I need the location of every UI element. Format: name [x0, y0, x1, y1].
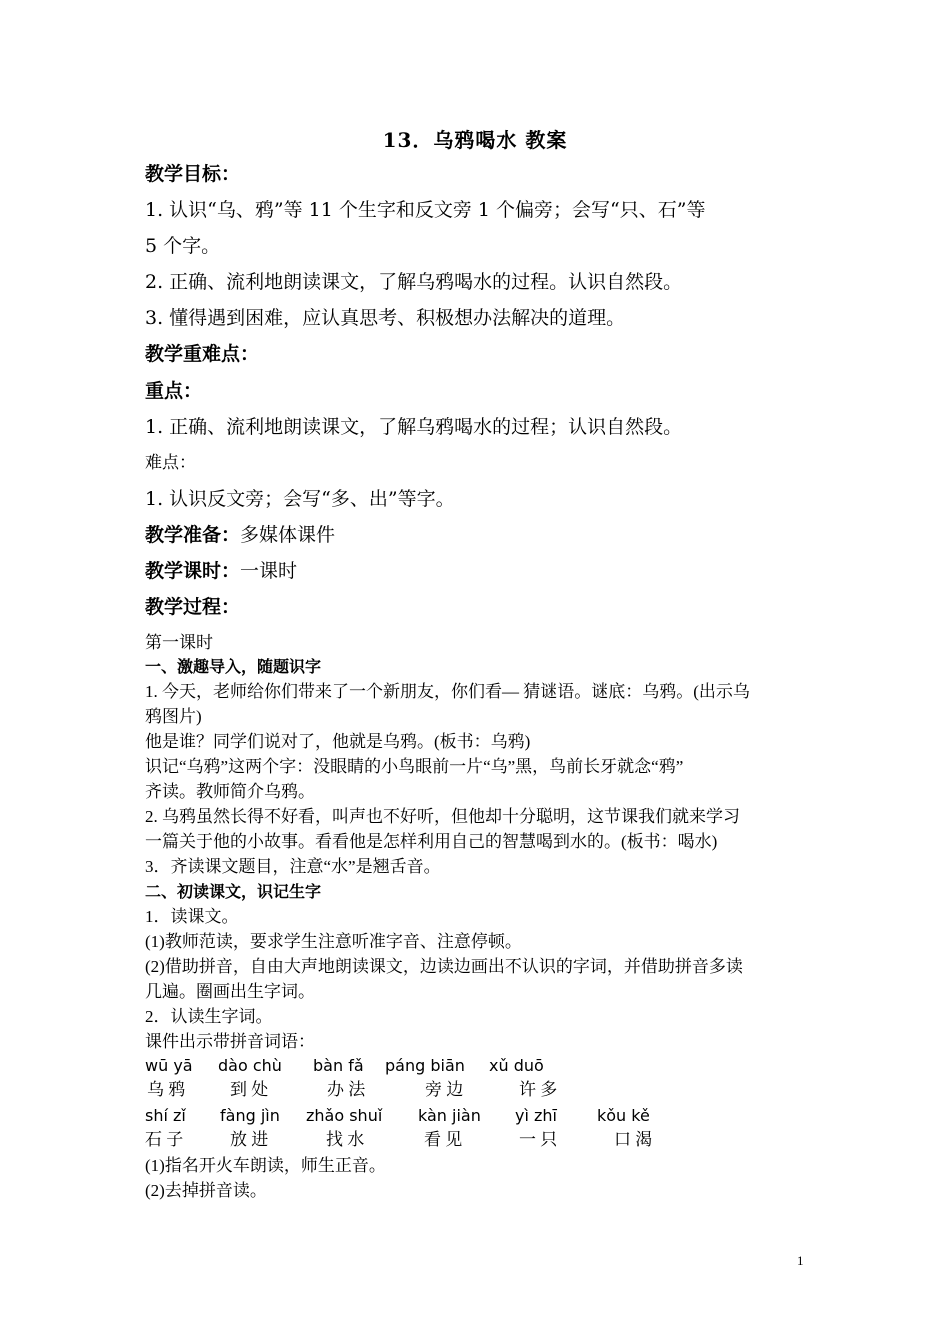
hours-line [145, 559, 297, 583]
word-xuduo: 许 多 [519, 1080, 558, 1099]
section-1-line-4: 识记“乌鸦”这两个字：没眼睛的小鸟眼前一片“乌”黑，鸟前长牙就念“鸦” [145, 757, 684, 776]
section-1-line-3: 他是谁？同学们说对了，他就是乌鸦。(板书：乌鸦) [145, 732, 531, 751]
pinyin-banfa: bàn fǎ [313, 1056, 364, 1075]
pinyin-yizhi: yì zhī [515, 1106, 557, 1125]
pinyin-kanjian: kàn jiàn [418, 1106, 481, 1125]
word-zhaoshui: 找 水 [326, 1130, 365, 1149]
section-2-line-6: 课件出示带拼音词语： [145, 1032, 315, 1051]
section-2-heading: 二、初读课文，识记生字 [145, 882, 322, 901]
pinyin-xuduo: xǔ duō [489, 1056, 544, 1075]
objective-item-3: 3. 懂得遇到困难，应认真思考、积极想办法解决的道理。 [145, 307, 626, 329]
preparation-line [145, 523, 335, 547]
pinyin-shizi: shí zǐ [145, 1106, 186, 1125]
section-1-line-6: 2. 乌鸦虽然长得不好看，叫声也不好听，但他却十分聪明，这节课我们就来学习 [145, 807, 740, 826]
pinyin-pangbian: páng biān [385, 1056, 465, 1075]
section-2-line-3: (2)借助拼音，自由大声地朗读课文，边读边画出不认识的字词，并借助拼音多读 [145, 957, 743, 976]
objectives-heading: 教学目标： [145, 163, 241, 185]
word-wuya: 乌 鸦 [147, 1080, 186, 1099]
key-point-item: 1. 正确、流利地朗读课文，了解乌鸦喝水的过程；认识自然段。 [145, 416, 683, 438]
section-1-line-1: 1. 今天，老师给你们带来了一个新朋友，你们看— 猜谜语。谜底：乌鸦。(出示乌 [145, 682, 750, 701]
section-2-line-2: (1)教师范读，要求学生注意听准字音、注意停顿。 [145, 932, 522, 951]
section-2-after-1: (1)指名开火车朗读，师生正音。 [145, 1156, 386, 1175]
word-banfa: 办 法 [327, 1080, 366, 1099]
word-kouke: 口 渴 [614, 1130, 653, 1149]
objective-item-2: 2. 正确、流利地朗读课文，了解乌鸦喝水的过程。认识自然段。 [145, 271, 683, 293]
section-2-line-5: 2．认读生字词。 [145, 1007, 273, 1026]
word-pangbian: 旁 边 [425, 1080, 464, 1099]
section-1-line-5: 齐读。教师简介乌鸦。 [145, 782, 315, 801]
section-1-line-8: 3．齐读课文题目，注意“水”是翘舌音。 [145, 857, 441, 876]
preparation-value: 多媒体课件 [240, 524, 336, 546]
process-heading: 教学过程： [145, 596, 241, 618]
section-1-heading: 一、激趣导入，随题识字 [145, 657, 322, 676]
section-2-after-2: (2)去掉拼音读。 [145, 1181, 267, 1200]
hours-value: 一课时 [240, 560, 298, 582]
key-difficult-heading: 教学重难点： [145, 343, 260, 365]
hours-label: 教学课时： [145, 560, 241, 582]
word-shizi: 石 子 [145, 1130, 184, 1149]
preparation-label: 教学准备： [145, 524, 241, 546]
word-daochu: 到 处 [230, 1080, 269, 1099]
page-number: 1 [797, 1253, 804, 1268]
pinyin-fangjin: fàng jìn [220, 1106, 280, 1125]
word-kanjian: 看 见 [424, 1130, 463, 1149]
section-1-line-7: 一篇关于他的小故事。看看他是怎样利用自己的智慧喝到水的。(板书：喝水) [145, 832, 718, 851]
objective-item-1-line-1: 1. 认识“乌、鸦”等 11 个生字和反文旁 1 个偏旁；会写“只、石”等 [145, 199, 706, 221]
period-label: 第一课时 [145, 633, 213, 652]
key-points-heading: 重点： [145, 380, 203, 402]
pinyin-wuya: wū yā [145, 1056, 193, 1075]
page-title: 13．乌鸦喝水 教案 [382, 128, 568, 152]
section-2-line-4: 几遍。圈画出生字词。 [145, 982, 315, 1001]
objective-item-1-line-2: 5 个字。 [145, 235, 221, 257]
section-1-line-2: 鸦图片) [145, 707, 202, 726]
pinyin-zhaoshui: zhǎo shuǐ [306, 1106, 383, 1125]
pinyin-daochu: dào chù [218, 1056, 282, 1075]
difficult-point-item: 1. 认识反文旁；会写“多、出”等字。 [145, 488, 455, 510]
word-yizhi: 一 只 [519, 1130, 558, 1149]
pinyin-kouke: kǒu kě [597, 1106, 650, 1125]
section-2-line-1: 1．读课文。 [145, 907, 239, 926]
word-fangjin: 放 进 [230, 1130, 269, 1149]
difficult-points-heading: 难点： [145, 453, 196, 473]
